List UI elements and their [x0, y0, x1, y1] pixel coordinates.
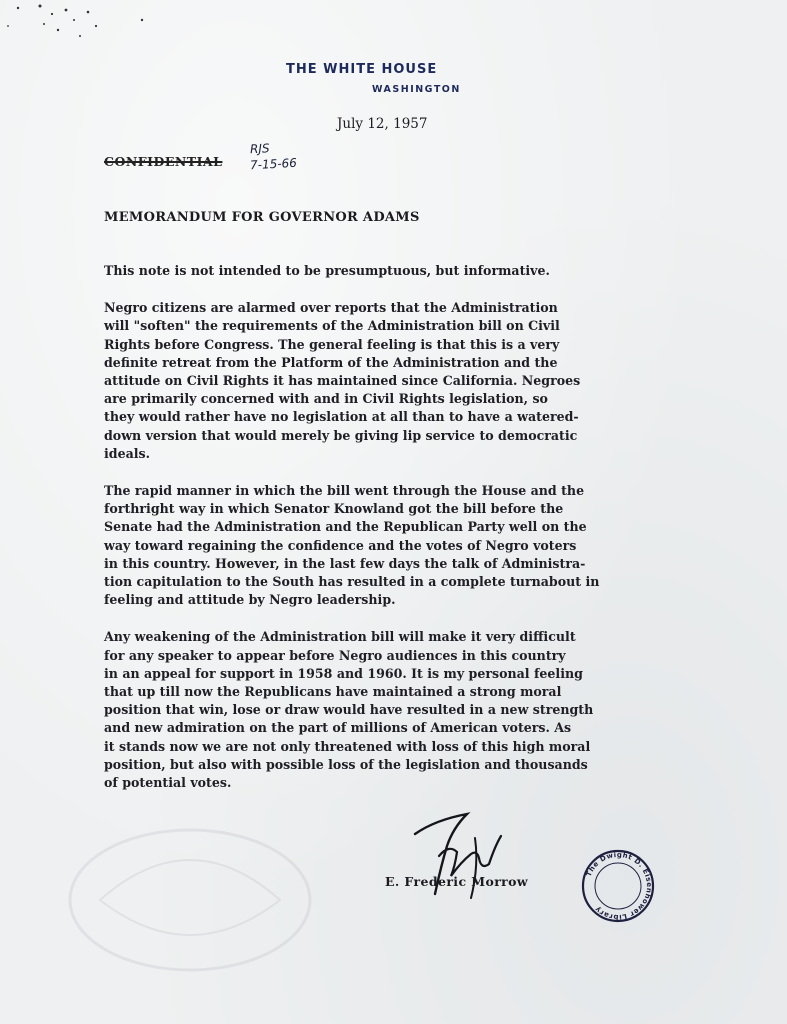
- signer-name: E. Frederic Morrow: [385, 874, 529, 889]
- handnote-date: 7-15-66: [249, 155, 298, 173]
- svg-text:The Dwight D. Eisenhower Libra: The Dwight D. Eisenhower Library: [584, 850, 654, 922]
- scan-speckles: [0, 0, 160, 60]
- eagle-watermark: [40, 800, 340, 1000]
- library-archive-seal: [580, 848, 656, 924]
- classification-marking: CONFIDENTIAL: [104, 154, 223, 169]
- memo-body: [104, 262, 704, 811]
- signature-block: [385, 806, 575, 906]
- memo-addressee: MEMORANDUM FOR GOVERNOR ADAMS: [104, 210, 420, 225]
- paragraph: Negro citizens are alarmed over reports that the Administration will "soften" the requirements of the Administration bill on Civil Rights before Congress. The general feeling is that this is a very definite retreat from the Platform of the Administration and the attitude on Civil Rights it has maintained since California. Negroes are primarily concerned with and in Civil Rights legislation, so they would rather have no legislation at all than to have a watered- down version that would merely be giving lip service to democratic ideals.: [104, 300, 581, 461]
- memo-date: July 12, 1957: [337, 116, 428, 132]
- letterhead-title: THE WHITE HOUSE: [286, 62, 438, 77]
- handnote-initials: RJS: [249, 141, 270, 157]
- letterhead-subtitle: WASHINGTON: [372, 84, 461, 95]
- paragraph: Any weakening of the Administration bill will make it very difficult for any speaker to appear before Negro audiences in this country in an appeal for support in 1958 and 1960. It is my personal feeling that up till now the Republicans have maintained a strong moral position that win, lose or draw would have resulted in a new strength and new admiration on the part of millions of American voters. As it stands now we are not only threatened with loss of this high moral position, but also with possible loss of the legislation and thousands of potential votes.: [104, 629, 594, 791]
- paragraph: The rapid manner in which the bill went through the House and the forthright way in which Senator Knowland got the bill before the Senate had the Administration and the Republican Party well on the way toward regaining the confidence and the votes of Negro voters in this country. However, in the last few days the talk of Administra- tion capitulation to the South has resulted in a complete turnabout in feeling and attitude by Negro leadership.: [104, 483, 600, 608]
- paragraph: This note is not intended to be presumptuous, but informative.: [104, 263, 550, 278]
- declassification-handwritten-note: [250, 140, 297, 172]
